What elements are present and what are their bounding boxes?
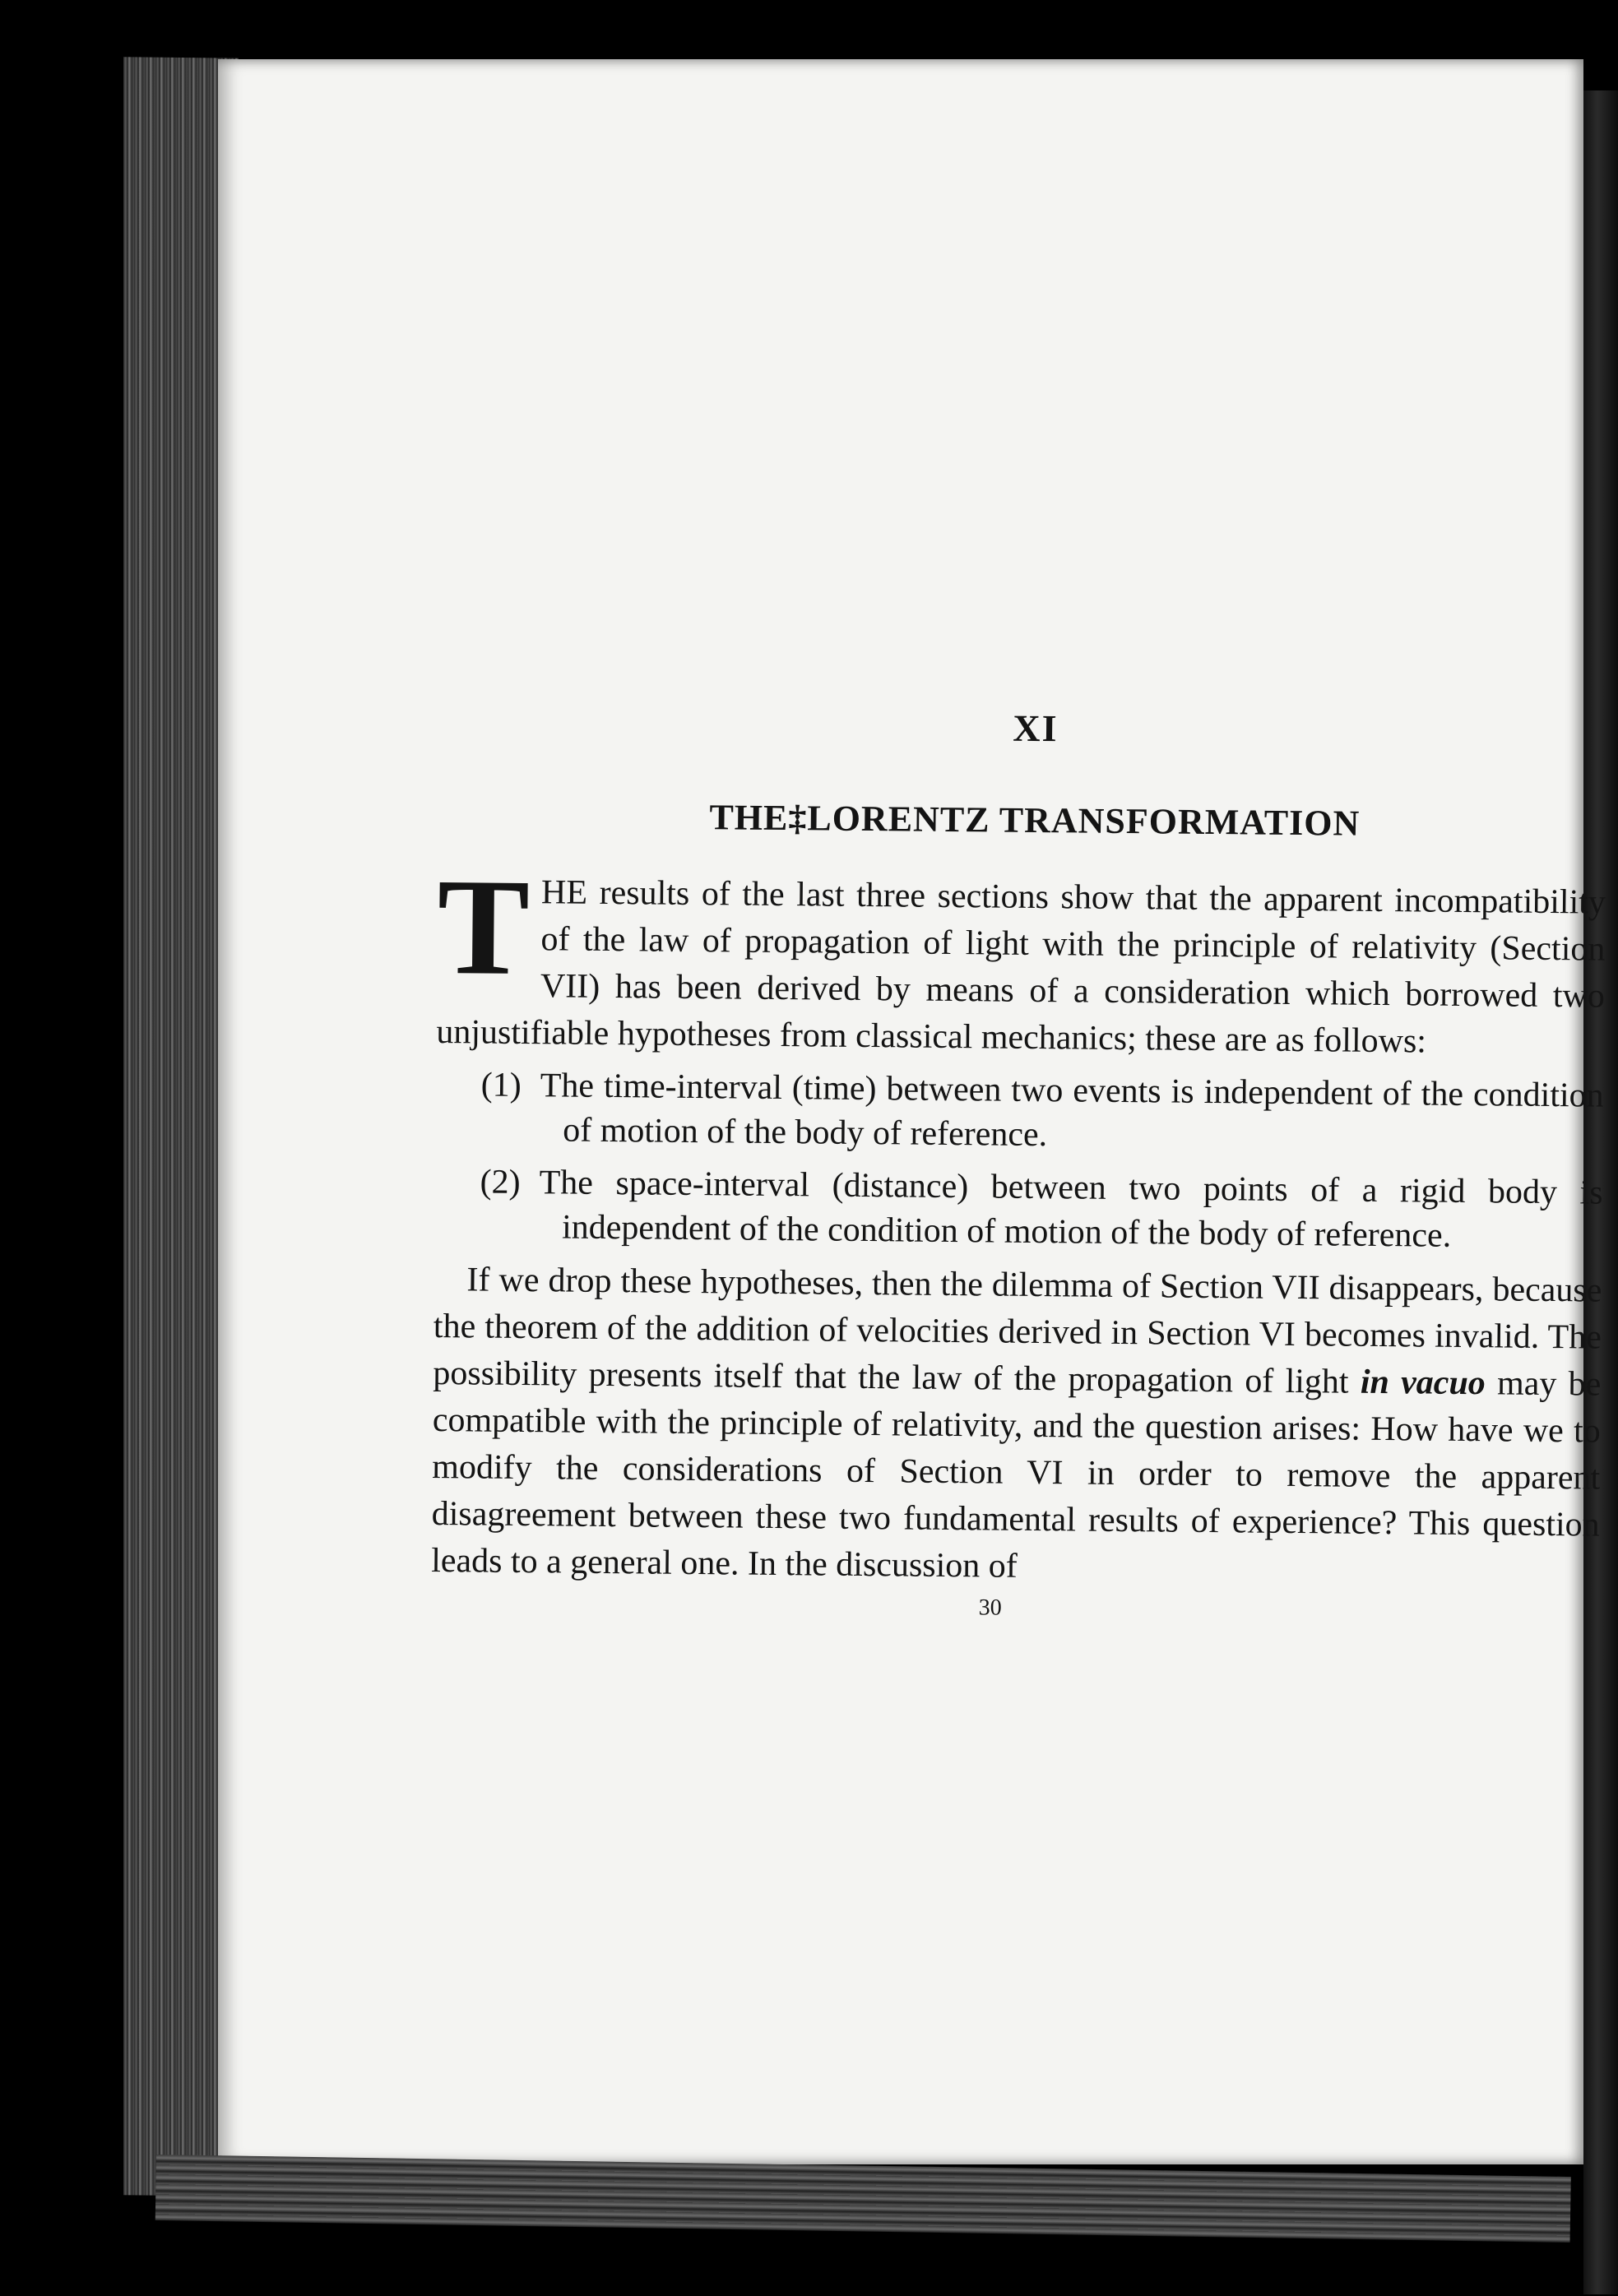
italic-phrase: in vacuo (1360, 1363, 1486, 1403)
intro-paragraph (436, 849, 1606, 1067)
list-item-text: The time-interval (time) between two events is independent of the condition of motion of the body of reference. (540, 1067, 1604, 1155)
drop-cap-letter: T (436, 849, 531, 1005)
closing-paragraph-text-part2: may be compatible with the principle of relativity, and the question arises: How have we to modify the considerations of Section VI in order to remove the apparent disagreement between these two fundamental results of experience? This question leads to a general one. In the discussion of (430, 1364, 1602, 1585)
intro-paragraph-text: HE results of the last three sections show that the apparent incompatibility of the law of propagation of light with the principle of relativity (Section VII) has been derived by means of a consideration which borrowed two unjustifiable hypotheses from classical mechanics; these are as follows: (436, 873, 1606, 1061)
closing-paragraph-text-part1: If we drop these hypotheses, then the dilemma of Section VII disappears, because the theorem of the addition of velocities derived in Section VI becomes invalid. The possibility presents itself that the law of the propagation of light (433, 1261, 1602, 1401)
page-text-block (431, 635, 1608, 1627)
list-item (434, 1160, 1603, 1260)
hypotheses-list (434, 1062, 1604, 1260)
list-item-marker: (2) (480, 1163, 521, 1201)
book-bottom-edge (155, 2155, 1571, 2243)
book-page (218, 59, 1606, 2164)
list-item (435, 1062, 1604, 1163)
list-item-text: The space-interval (distance) between two points of a rigid body is independent of the condition of motion of the body of reference. (539, 1164, 1603, 1255)
closing-paragraph (431, 1257, 1602, 1596)
section-number: XI (1013, 706, 1059, 750)
list-item-marker: (1) (480, 1066, 522, 1104)
section-title: THE‡LORENTZ TRANSFORMATION (709, 797, 1361, 844)
page-number: 30 (978, 1595, 1002, 1621)
